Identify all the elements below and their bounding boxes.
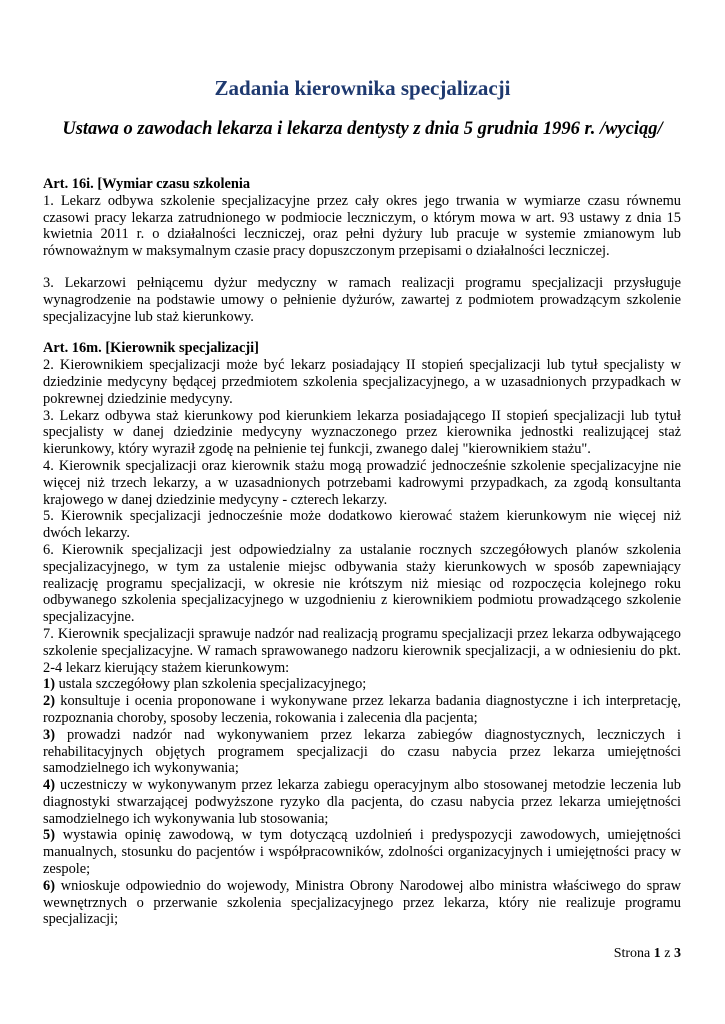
list-item: 1) ustala szczegółowy plan szkolenia specjalizacyjnego; [43, 676, 367, 693]
document-title: Zadania kierownika specjalizacji [214, 76, 511, 100]
article-16i-paragraph-1: 1. Lekarz odbywa szkolenie specjalizacyjne przez cały okres jego trwania w wymiarze czasu równemu czasowi pracy lekarza zatrudnionego w podmiocie leczniczym, o którym mowa w art. 93 ustawy z dnia 15 kwietnia 2011 r. o działalności leczniczej, oraz pełni dyżury lub pracuje w systemie zmianowym lub równoważnym w maksymalnym czasie pracy dopuszczonym przepisami o działalności leczniczej. [43, 192, 681, 260]
list-item: 2) konsultuje i ocenia proponowane i wykonywane przez lekarza badania diagnostyczne i ich interpretację, rozpoznania choroby, sposoby leczenia, rokowania i zalecenia dla pacjenta; [43, 693, 681, 726]
list-item: 4) uczestniczy w wykonywanym przez lekarza zabiegu operacyjnym albo stosowanej metodzie leczenia lub diagnostyki stwarzającej podwyższone ryzyko dla pacjenta, do czasu nabycia przez lekarza umiejętności samodzielnego ich wykonywania lub stosowania; [43, 777, 681, 827]
article-16m-paragraph-3: 3. Lekarz odbywa staż kierunkowy pod kierunkiem lekarza posiadającego II stopień specjalizacji lub tytuł specjalisty w danej dziedzinie medycyny wyznaczonego przez kierownika jednostki realizującej staż kierunkowy, który wyraził zgodę na pełnienie tej funkcji, zwanego dalej "kierownikiem stażu". [43, 407, 681, 458]
list-item: 5) wystawia opinię zawodową, w tym dotyczącą uzdolnień i predyspozycji zawodowych, umiejętności manualnych, stosunku do pacjentów i współpracowników, zdolności organizacyjnych i umiejętności pracy w zespole; [43, 827, 681, 878]
article-16i-heading: Art. 16i. [Wymiar czasu szkolenia [43, 176, 251, 192]
list-item: 6) wnioskuje odpowiednio do wojewody, Ministra Obrony Narodowej albo ministra właściwego do spraw wewnętrznych o przerwanie szkolenia specjalizacyjnego przez lekarza, który nie realizuje programu specjalizacji; [43, 877, 681, 928]
document-subtitle: Ustawa o zawodach lekarza i lekarza dentysty z dnia 5 grudnia 1996 r. /wyciąg/ [62, 119, 663, 139]
document-body [43, 176, 681, 928]
article-16m-paragraph-5: 5. Kierownik specjalizacji jednocześnie może dodatkowo kierować stażem kierunkowym nie więcej niż dwóch lekarzy. [43, 508, 681, 542]
article-16m-paragraph-6: 6. Kierownik specjalizacji jest odpowiedzialny za ustalanie rocznych szczegółowych planów szkolenia specjalizacyjnego, w tym za ustalenie miejsc odbywania staży kierunkowych w sposób zapewniający realizację programu specjalizacji, w okresie nie krótszym niż miesiąc od rozpoczęcia kolejnego roku odbywanego szkolenia specjalizacyjnego w uzgodnieniu z kierownikiem podmiotu prowadzącego szkolenie specjalizacyjne. [43, 541, 681, 626]
article-16m-paragraph-2: 2. Kierownikiem specjalizacji może być lekarz posiadający II stopień specjalizacji lub tytuł specjalisty w dziedzinie medycyny będącej przedmiotem szkolenia specjalizacyjnego, a w uzasadnionych przypadkach w pokrewnej dziedzinie medycyny. [43, 357, 681, 407]
page-number: Strona 1 z 3 [613, 946, 681, 961]
article-16m-heading: Art. 16m. [Kierownik specjalizacji] [43, 340, 259, 357]
article-16m-paragraph-7: 7. Kierownik specjalizacji sprawuje nadzór nad realizacją programu specjalizacji przez lekarza odbywającego szkolenie specjalizacyjne. W ramach sprawowanego nadzoru kierownik specjalizacji, a w odniesieniu do pkt. 2-4 lekarz kierujący stażem kierunkowym: [43, 625, 681, 676]
article-16i-paragraph-3: 3. Lekarzowi pełniącemu dyżur medyczny w ramach realizacji programu specjalizacji przysługuje wynagrodzenie na podstawie umowy o pełnienie dyżurów, zawartej z podmiotem prowadzącym szkolenie specjalizacyjne lub staż kierunkowy. [43, 274, 681, 325]
list-item: 3) prowadzi nadzór nad wykonywaniem przez lekarza zabiegów diagnostycznych, leczniczych i rehabilitacyjnych objętych programem specjalizacji do czasu nabycia przez lekarza umiejętności samodzielnego ich wykonywania; [43, 726, 681, 777]
article-16m-paragraph-4: 4. Kierownik specjalizacji oraz kierownik stażu mogą prowadzić jednocześnie szkolenie specjalizacyjne nie więcej niż trzech lekarzy, a w uzasadnionych potrzebami kadrowymi przypadkach, za zgodą konsultanta krajowego w danej dziedzinie medycyny - czterech lekarzy. [43, 457, 681, 508]
